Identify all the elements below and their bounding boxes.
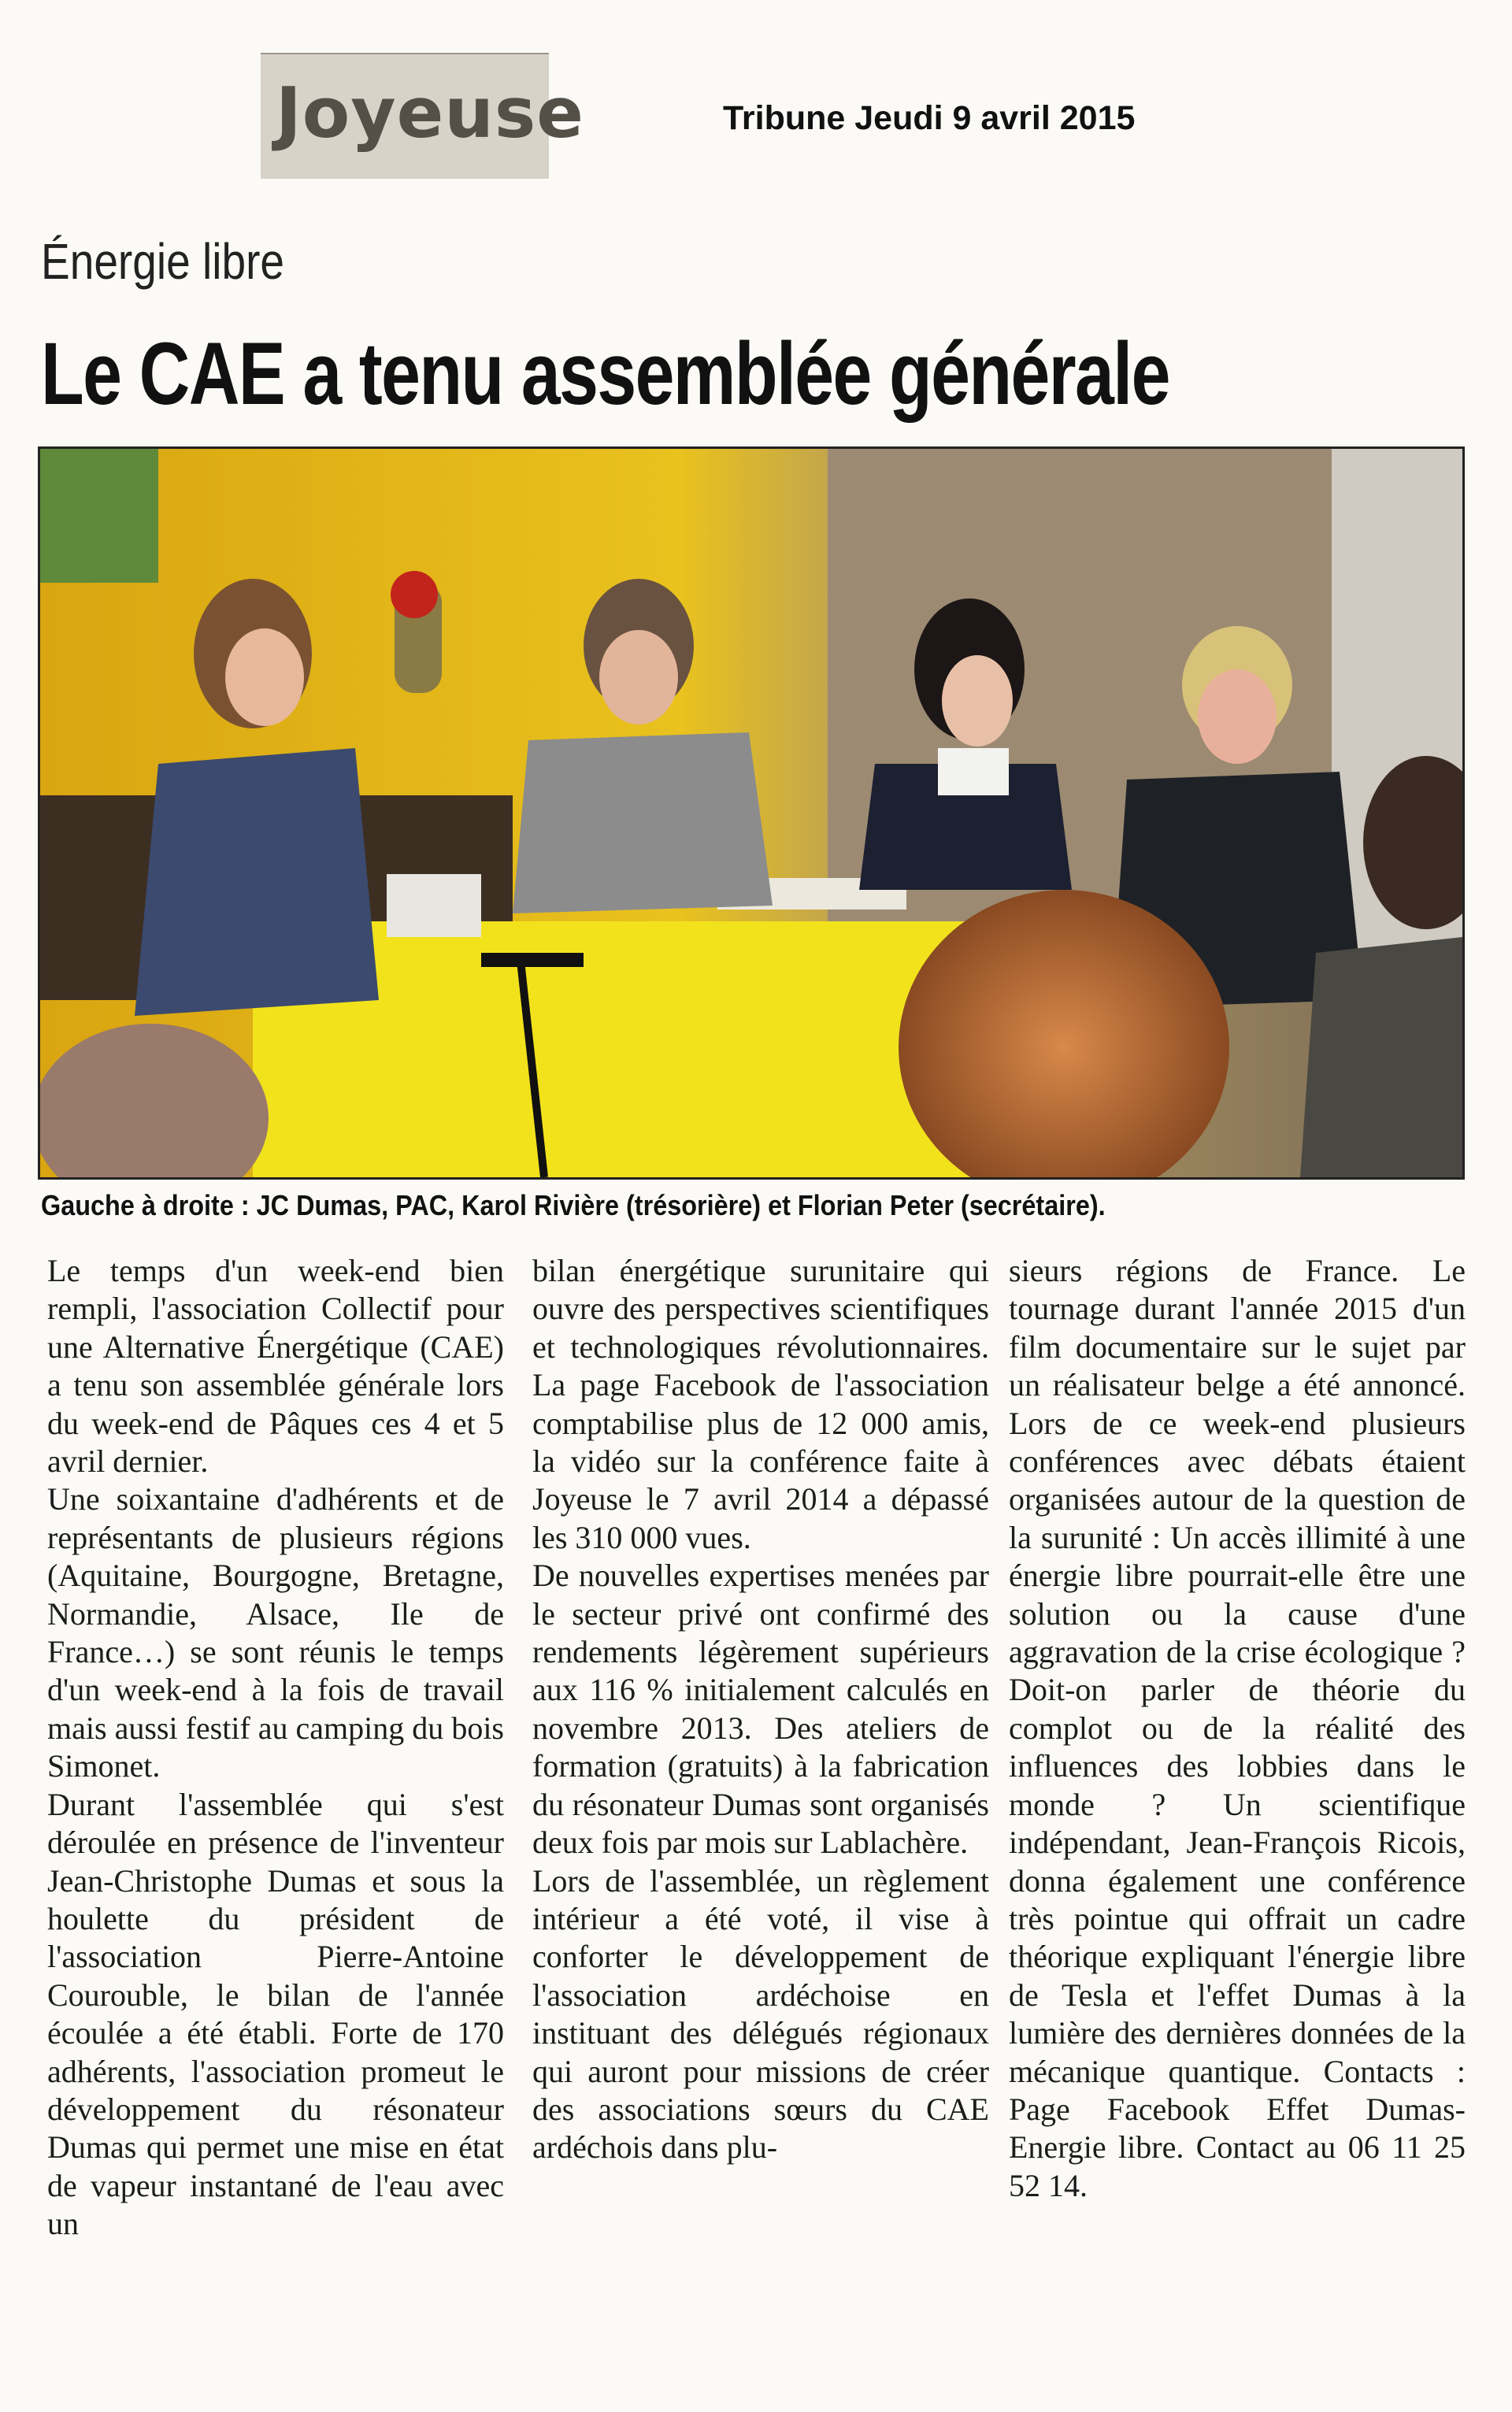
paragraph: Le temps d'un week-end bien rempli, l'association Collectif pour une Alternative Énergétique (CAE) a tenu son assemblée générale lors du week-end de Pâques ces 4 et 5 avril dernier. [47, 1253, 504, 1480]
meeting-photo-illustration [40, 449, 1462, 1177]
dateline: Tribune Jeudi 9 avril 2015 [723, 99, 1136, 137]
paragraph: sieurs régions de France. Le tournage durant l'année 2015 d'un film documentaire sur le sujet par un réalisateur belge a été annoncé. Lors de ce week-end plusieurs conférences avec débats étaient organisées autour de la question de la surunité : Un accès illimité à une énergie libre pourrait-elle être une solution ou la cause d'une aggravation de la crise écologique ? Doit-on parler de théorie du complot ou de la réalité des influences des lobbies dans le monde ? Un scientifique indépendant, Jean-François Ricois, donna également une conférence très pointue qui offrait un cadre théorique expliquant l'énergie libre de Tesla et l'effet Dumas à la lumière des dernières données de la mécanique quantique. Contacts : Page Facebook Effet Dumas-Energie libre. Contact au 06 11 25 52 14. [1009, 1253, 1466, 2203]
photo-caption: Gauche à droite : JC Dumas, PAC, Karol Rivière (trésorière) et Florian Peter (secrétaire). [41, 1189, 1106, 1221]
paragraph: bilan énergétique surunitaire qui ouvre des perspectives scientifiques et technologiques révolutionnaires. La page Facebook de l'association comptabilise plus de 12 000 amis, la vidéo sur la conférence faite à Joyeuse le 7 avril 2014 a dépassé les 310 000 vues. [532, 1253, 989, 1555]
paragraph: De nouvelles expertises menées par le secteur privé ont confirmé des rendements légèrement supérieurs aux 116 % initialement calculés en novembre 2013. Des ateliers de formation (gratuits) à la fabrication du résonateur Dumas sont organisés deux fois par mois sur Lablachère. [532, 1558, 989, 1861]
text-column-1 [47, 1252, 504, 2243]
paragraph: Durant l'assemblée qui s'est déroulée en présence de l'inventeur Jean-Christophe Dumas et sous la houlette du président de l'association Pierre-Antoine Courouble, le bilan de l'année écoulée a été établi. Forte de 170 adhérents, l'association promeut le développement du résonateur Dumas qui permet une mise en état de vapeur instantané de l'eau avec un [47, 1786, 504, 2242]
text-column-2 [532, 1252, 989, 2167]
article-photo [38, 446, 1465, 1180]
section-rubric: Joyeuse [276, 72, 584, 154]
text-column-3 [1009, 1252, 1466, 2205]
paragraph: Lors de l'assemblée, un règlement intérieur a été voté, il vise à conforter le développement de l'association ardéchoise en instituant des délégués régionaux qui auront pour missions de créer des associations sœurs du CAE ardéchois dans plu- [532, 1862, 989, 2166]
article-kicker: Énergie libre [41, 233, 285, 290]
paragraph: Une soixantaine d'adhérents et de représentants de plusieurs régions (Aquitaine, Bourgogne, Bretagne, Normandie, Alsace, Ile de France…) se sont réunis le temps d'un week-end à la fois de travail mais aussi festif au camping du bois Simonet. [47, 1481, 504, 1784]
article-headline: Le CAE a tenu assemblée générale [41, 324, 1169, 423]
